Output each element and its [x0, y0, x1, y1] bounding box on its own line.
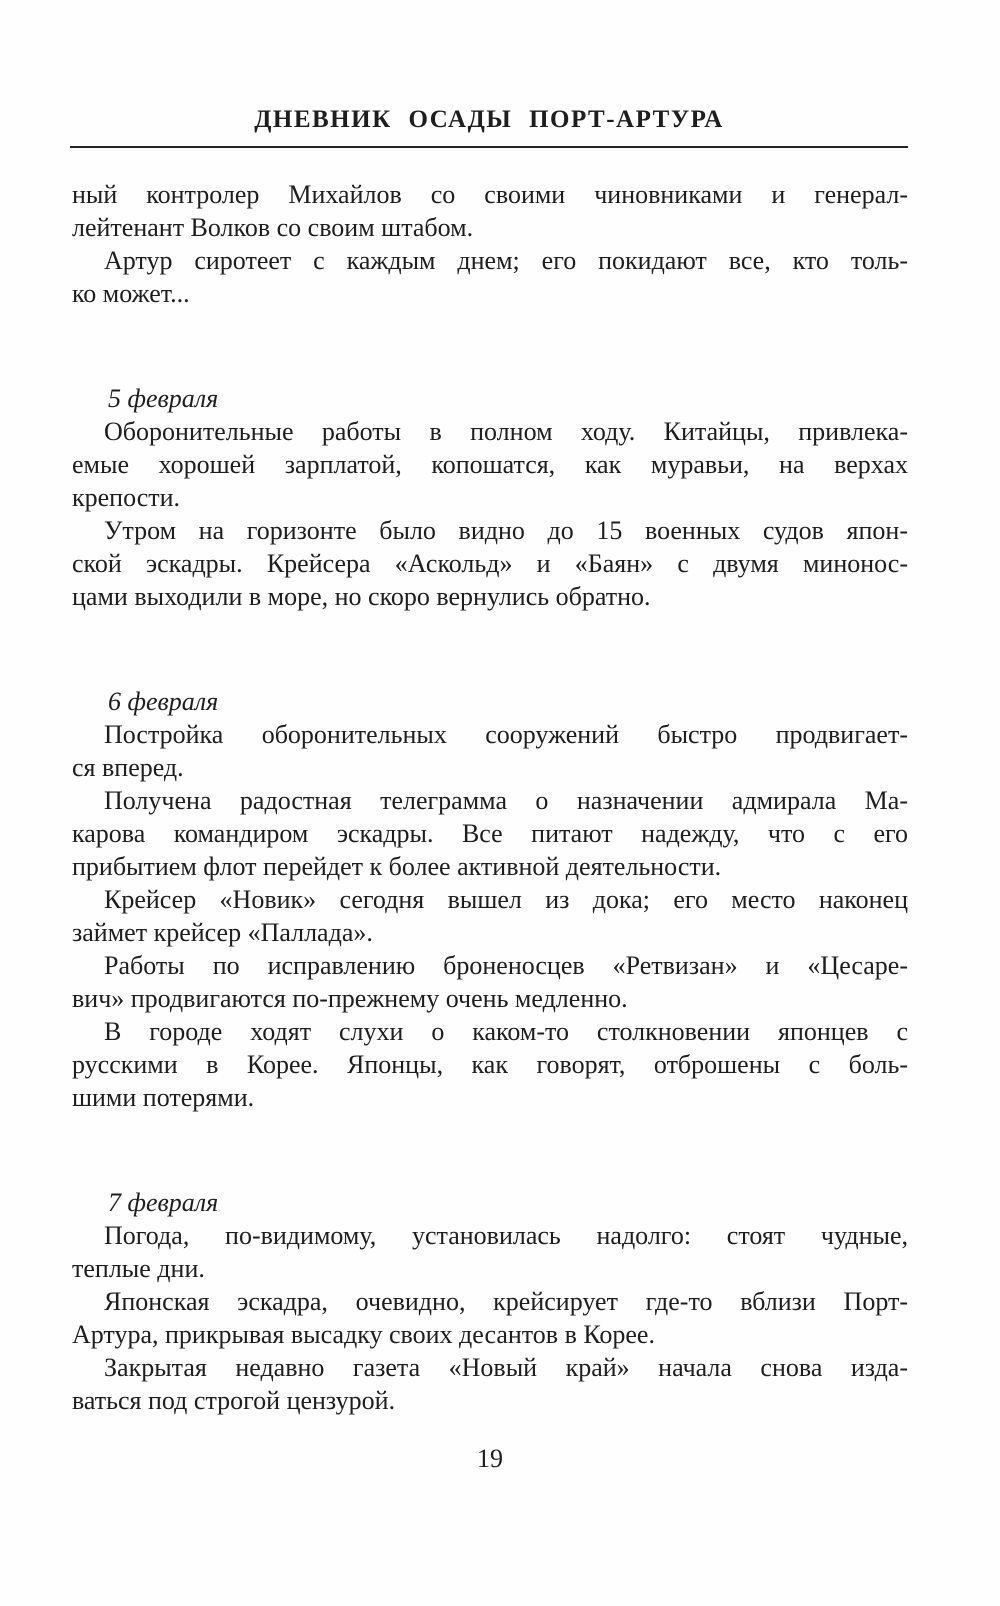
text-line: Закрытая недавно газета «Новый край» начала снова изда-	[104, 1353, 908, 1382]
text-line: Постройка оборонительных сооружений быстро продвигает-	[104, 720, 908, 749]
page-header	[70, 106, 908, 148]
text-line: лейтенант Волков со своим штабом.	[72, 213, 474, 242]
text-line: Получена радостная телеграмма о назначении адмирала Ма-	[104, 786, 908, 815]
text-line: Погода, по-видимому, установилась надолго: стоят чудные,	[104, 1221, 908, 1250]
paragraph	[72, 1015, 908, 1114]
text-line: ваться под строгой цензурой.	[72, 1386, 396, 1415]
header-rule	[70, 146, 908, 148]
text-line: В городе ходят слухи о каком-то столкновении японцев с	[104, 1017, 908, 1046]
paragraph	[72, 244, 908, 310]
text-line: емые хорошей зарплатой, копошатся, как муравьи, на верхах	[72, 450, 908, 479]
page-header-title: ДНЕВНИК ОСАДЫ ПОРТ-АРТУРА	[254, 106, 724, 133]
text-line: теплые дни.	[72, 1254, 205, 1283]
page-footer	[72, 1444, 908, 1474]
paragraph	[72, 949, 908, 1015]
paragraph	[72, 415, 908, 514]
paragraph	[72, 784, 908, 883]
text-line: ской эскадры. Крейсера «Аскольд» и «Баян» с двумя минонос-	[72, 549, 908, 578]
text-line: займет крейсер «Паллада».	[72, 918, 373, 947]
page-number: 19	[477, 1444, 503, 1473]
text-line: шими потерями.	[72, 1083, 255, 1112]
text-line: Артур сиротеет с каждым днем; его покидают все, кто толь-	[104, 246, 908, 275]
text-line: Крейсер «Новик» сегодня вышел из дока; его место наконец	[104, 885, 908, 914]
text-line: русскими в Корее. Японцы, как говорят, отброшены с боль-	[72, 1050, 908, 1079]
text-line: карова командиром эскадры. Все питают надежду, что с его	[72, 819, 908, 848]
paragraph	[72, 1219, 908, 1285]
paragraph	[72, 1351, 908, 1417]
text-line: Работы по исправлению броненосцев «Ретвизан» и «Цесаре-	[104, 951, 908, 980]
text-line: ся вперед.	[72, 753, 184, 782]
paragraph	[72, 1285, 908, 1351]
entry-date-heading: 6 февраля	[108, 687, 219, 716]
paragraph	[72, 718, 908, 784]
text-line: Оборонительные работы в полном ходу. Китайцы, привлека-	[104, 417, 908, 446]
paragraph	[72, 178, 908, 244]
page-body	[72, 178, 908, 1417]
text-line: крепости.	[72, 483, 181, 512]
text-line: ный контролер Михайлов со своими чиновниками и генерал-	[72, 180, 908, 209]
text-line: прибытием флот перейдет к более активной деятельности.	[72, 852, 722, 881]
entry-date-heading: 5 февраля	[108, 384, 219, 413]
entry-date-heading: 7 февраля	[108, 1188, 219, 1217]
paragraph	[72, 883, 908, 949]
text-line: ко может...	[72, 279, 190, 308]
text-line: Японская эскадра, очевидно, крейсирует где-то вблизи Порт-	[104, 1287, 908, 1316]
text-line: Артура, прикрывая высадку своих десантов в Корее.	[72, 1320, 655, 1349]
text-line: цами выходили в море, но скоро вернулись обратно.	[72, 582, 651, 611]
text-line: вич» продвигаются по-прежнему очень медленно.	[72, 984, 628, 1013]
text-line: Утром на горизонте было видно до 15 военных судов япон-	[104, 516, 908, 545]
paragraph	[72, 514, 908, 613]
